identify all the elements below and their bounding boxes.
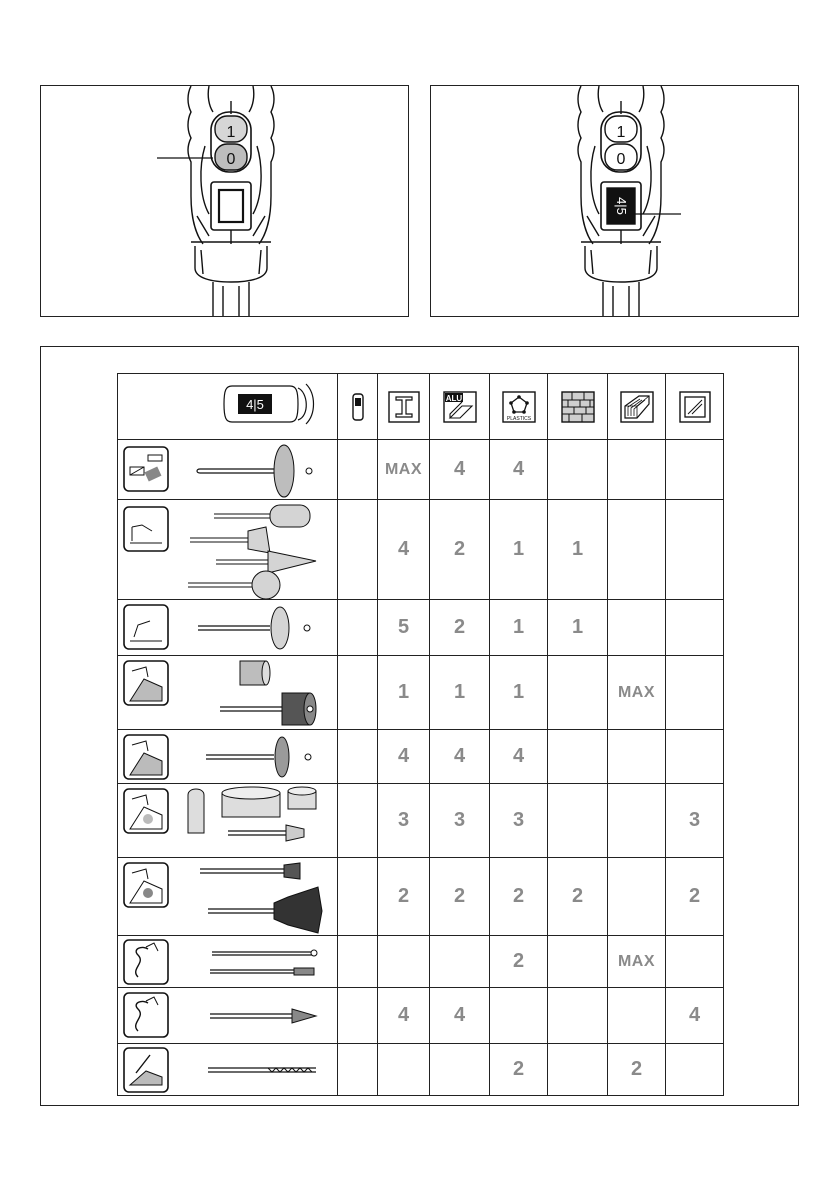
table-row xyxy=(118,440,724,500)
speed-value: 4 xyxy=(688,1004,701,1026)
speed-value: 4 xyxy=(453,1004,466,1026)
material-header-masonry xyxy=(548,374,608,440)
speed-value: 2 xyxy=(512,1058,525,1080)
table-row xyxy=(118,730,724,784)
application-cutting xyxy=(118,440,338,500)
speed-value: 2 xyxy=(453,616,466,638)
speed-value: 4 xyxy=(453,745,466,767)
table-header-row xyxy=(118,374,724,440)
speed-value: 3 xyxy=(397,809,410,831)
sanding-band-icon xyxy=(118,657,336,729)
application-brushing xyxy=(118,858,338,936)
aluminium-icon xyxy=(442,390,478,424)
speed-value: 3 xyxy=(453,809,466,831)
milling-icon xyxy=(118,989,336,1043)
svg-text:PLASTICS: PLASTICS xyxy=(506,415,531,422)
speed-value: 2 xyxy=(512,950,525,972)
speed-value: 1 xyxy=(397,681,410,703)
steel-icon xyxy=(387,390,421,424)
table-row xyxy=(118,1044,724,1096)
speed-value: 1 xyxy=(512,681,525,703)
table-row xyxy=(118,600,724,656)
speed-value: MAX xyxy=(617,952,656,970)
speed-table xyxy=(117,373,724,1096)
svg-text:ALU: ALU xyxy=(445,393,462,403)
table-row xyxy=(118,500,724,600)
speed-value: 1 xyxy=(571,538,584,560)
speed-value: 4 xyxy=(512,458,525,480)
speed-value: 2 xyxy=(571,885,584,907)
grinding-stones-icon xyxy=(118,501,336,599)
glass-icon xyxy=(678,390,712,424)
speed-value: MAX xyxy=(617,683,656,701)
speed-value: 2 xyxy=(453,538,466,560)
speed-dial-digits: 4|5 xyxy=(614,197,629,215)
tool-handle-illustration xyxy=(431,86,798,316)
figure-speed-table xyxy=(40,346,799,1106)
speed-value: 4 xyxy=(453,458,466,480)
speed-value: 1 xyxy=(453,681,466,703)
collet-icon xyxy=(348,390,368,424)
speed-value: 2 xyxy=(688,885,701,907)
material-header-glass xyxy=(666,374,724,440)
speed-value: 5 xyxy=(397,616,410,638)
table-row xyxy=(118,988,724,1044)
brushing-icon xyxy=(118,859,336,935)
dial-digits: 4|5 xyxy=(245,397,264,412)
grinding-wheel-icon xyxy=(118,601,336,655)
dial-header-cell xyxy=(118,374,338,440)
engraving-icon xyxy=(118,937,336,987)
application-engraving xyxy=(118,936,338,988)
switch-on-label: 1 xyxy=(616,124,626,141)
application-polishing xyxy=(118,784,338,858)
application-grinding-stones xyxy=(118,500,338,600)
application-abrasive-disc xyxy=(118,730,338,784)
speed-value: 4 xyxy=(397,538,410,560)
speed-value: 2 xyxy=(397,885,410,907)
speed-value: 3 xyxy=(688,809,701,831)
switch-off-label: 0 xyxy=(226,151,236,168)
speed-value: 2 xyxy=(453,885,466,907)
table-row xyxy=(118,784,724,858)
material-header-collet xyxy=(338,374,378,440)
abrasive-disc-icon xyxy=(118,731,336,783)
speed-value: 1 xyxy=(512,538,525,560)
speed-value: 1 xyxy=(512,616,525,638)
material-header-aluminium xyxy=(430,374,490,440)
speed-value: 4 xyxy=(397,1004,410,1026)
cutting-disc-icon xyxy=(118,441,336,499)
table-row xyxy=(118,656,724,730)
speed-value: MAX xyxy=(384,460,423,478)
speed-value: 2 xyxy=(512,885,525,907)
masonry-icon xyxy=(560,390,596,424)
speed-dial-icon xyxy=(120,374,336,434)
figure-speed-dial xyxy=(430,85,799,317)
figure-switch-on-off xyxy=(40,85,409,317)
tool-handle-illustration xyxy=(41,86,408,316)
polishing-icon xyxy=(118,785,336,857)
plastics-icon xyxy=(501,390,537,424)
switch-off-label: 0 xyxy=(616,151,626,168)
table-row xyxy=(118,936,724,988)
application-sanding xyxy=(118,656,338,730)
application-milling xyxy=(118,988,338,1044)
material-header-plastics xyxy=(490,374,548,440)
speed-value: 4 xyxy=(397,745,410,767)
application-drilling xyxy=(118,1044,338,1096)
table-row xyxy=(118,858,724,936)
speed-value: 3 xyxy=(512,809,525,831)
speed-value: 1 xyxy=(571,616,584,638)
speed-value: 2 xyxy=(630,1058,643,1080)
switch-on-label: 1 xyxy=(226,124,236,141)
material-header-wood xyxy=(608,374,666,440)
wood-icon xyxy=(619,390,655,424)
drilling-icon xyxy=(118,1045,336,1095)
application-grinding-wheel xyxy=(118,600,338,656)
material-header-steel xyxy=(378,374,430,440)
speed-value: 4 xyxy=(512,745,525,767)
